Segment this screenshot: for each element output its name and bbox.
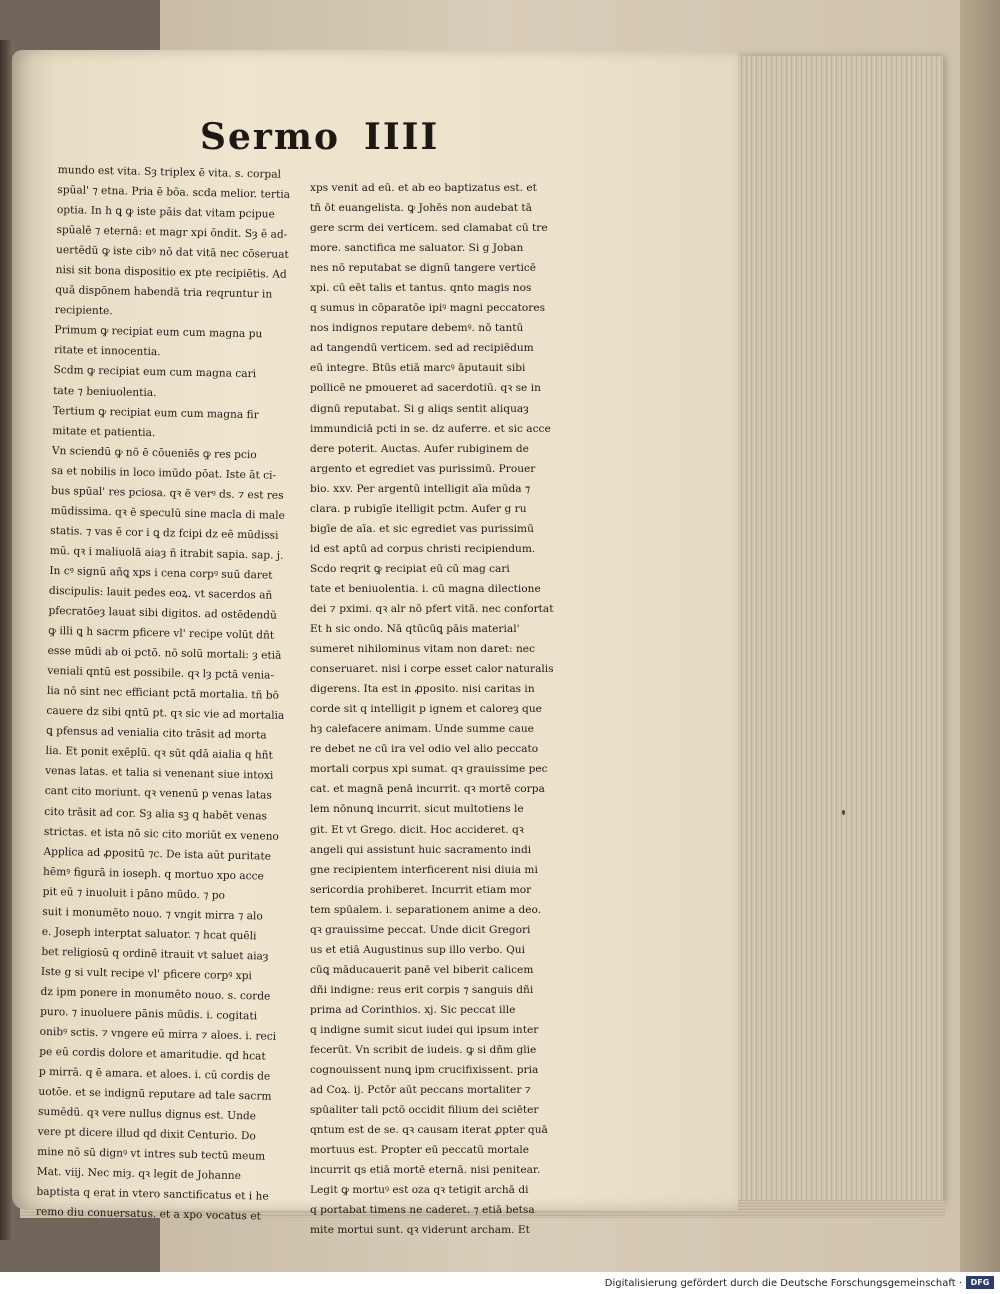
text-line: cūꝗ māducauerit panē vel biberit calicem [310, 963, 534, 976]
text-line: quā dispōnem habendā tria reqruntur in [55, 284, 273, 301]
text-line: mortuus est. Propter eū peccatū mortale [310, 1144, 530, 1157]
text-line: uotōe. et se indignū reputare ad tale sacrm [38, 1085, 272, 1103]
text-line: veniali qntū est possibile. qꝛ lȝ pctā venia- [47, 665, 275, 682]
text-line: venas latas. et talia si venenant siue intoxi [45, 765, 274, 783]
text-line: Applica ad ꝓpositū ⁊c. De ista aūt puritate [43, 845, 272, 863]
text-line: git. Et vt Grego. dicit. Hoc accideret. qꝛ [310, 823, 524, 836]
text-line: digerens. Ita est in ꝓposito. nisi caritas in [310, 683, 535, 696]
text-line: discipulis: lauit pedes eoꝝ. vt sacerdos añ [48, 584, 273, 602]
text-line: nes nō reputabat se dignū tangere verticē [310, 262, 537, 275]
text-line: mine nō sū dignꝰ vt intres sub tectū meum [37, 1146, 266, 1163]
text-line: cat. et magnā penā incurrit. qꝛ mortē corpa [310, 783, 545, 796]
text-line: strictas. et ista nō sic cito moriūt ex veneno [43, 825, 279, 843]
text-line: ad Coꝝ. ij. Pctōr aūt peccans mortaliter ⁊ [310, 1084, 531, 1097]
text-line: puro. ⁊ inuoluere pānis mūdis. i. cogitati [40, 1005, 258, 1023]
text-line: more. sanctifica me saluator. Si g Joban [310, 242, 524, 255]
text-line: dere poterit. Auctas. Aufer rubiginem de [310, 442, 529, 455]
text-line: hȝ calefacere animam. Unde summe caue [310, 723, 534, 736]
text-line: bet religiosū q ordinē itrauit vt saluet aiaȝ [41, 945, 269, 963]
text-line: dñi indigne: reus erit corpis ⁊ sanguis dñi [310, 983, 534, 996]
text-line: immundiciā pcti in se. dz auferre. et sic acce [310, 422, 551, 435]
text-line: qꝛ grauissime peccat. Unde dicit Gregori [310, 923, 531, 936]
text-line: pit eū ⁊ inuoluit i pāno mūdo. ⁊ po [42, 885, 226, 902]
text-line: spūaliter tali pctō occidit filium dei sciēter [310, 1104, 539, 1117]
text-line: tate ⁊ beniuolentia. [53, 384, 157, 399]
text-line: mortali corpus xpi sumat. qꝛ grauissime pec [310, 763, 548, 776]
text-line: sericordia prohiberet. Incurrit etiam mor [310, 883, 532, 896]
text-line: In cꝰ signū añꝗ xps i cena corpꝰ suū daret [49, 564, 273, 582]
text-line: conseruaret. nisi i corpe esset calor naturalis [310, 663, 554, 676]
text-line: qntum est de se. qꝛ causam iterat ꝓpter quā [310, 1124, 548, 1137]
text-line: clara. p rubigīe itelligit pctm. Aufer g ru [310, 502, 527, 515]
text-line: q indigne sumit sicut iudei qui ipsum inter [310, 1023, 539, 1036]
text-line: remo diu conuersatus. et a xpo vocatus et [35, 1206, 261, 1223]
right-text-column [310, 178, 608, 1240]
text-line: lem nōnunꝗ incurrit. sicut multotiens le [310, 803, 524, 816]
text-line: tem spūalem. i. separationem anime a deo. [310, 903, 542, 916]
text-line: id est aptū ad corpus christi recipiendum. [310, 542, 536, 555]
paper-speck [842, 810, 845, 815]
text-line: sa et nobilis in loco imūdo pōat. Iste āt ci- [51, 464, 277, 482]
text-line: hēmꝰ figurā in ioseph. q mortuo xpo acce [42, 865, 264, 883]
text-line: pollicē ne pmoueret ad sacerdotiū. qꝛ se in [310, 382, 541, 395]
text-line: vere pt dicere illud qd dixit Centurio. Do [37, 1126, 256, 1143]
text-line: bus spūal' res pciosa. qꝛ ē verꝰ ds. ⁊ est res [50, 484, 284, 502]
text-line: fecerūt. Vn scribit de iudeis. ꝙ si dñm glie [310, 1044, 537, 1057]
text-line: xps venit ad eū. et ab eo baptizatus est. et [310, 182, 537, 194]
text-line: q sumus in cōparatōe ipiꝰ magni peccatores [310, 302, 546, 315]
text-line: mite mortui sunt. qꝛ viderunt archam. Et [310, 1224, 530, 1237]
text-line: ꝗ pfensus ad venialia cito trāsit ad morta [45, 725, 267, 742]
text-line: tate et beniuolentia. i. cū magna dilectione [310, 582, 541, 595]
text-line: recipiente. [54, 304, 113, 318]
text-line: q portabat timens ne caderet. ⁊ etiā betsa [310, 1204, 535, 1217]
text-line: onibꝰ sctis. ⁊ vngere eū mirra ⁊ aloes. i. reci [39, 1025, 277, 1043]
text-line: angeli qui assistunt huic sacramento indi [310, 843, 532, 856]
text-line: optia. In h ꝗ ꝙ iste pāis dat vitam pcipue [56, 204, 275, 221]
left-text-column [36, 160, 320, 1228]
text-line: cognouissent nunꝗ ipm crucifixissent. pria [310, 1064, 539, 1077]
text-line: baptista q erat in vtero sanctificatus et i he [36, 1186, 269, 1204]
text-line: mundo est vita. Sȝ triplex ē vita. s. corpal [57, 163, 282, 181]
text-line: us et etiā Augustinus sup illo verbo. Qui [310, 943, 525, 956]
text-line: uertēdū ꝙ iste cibꝰ nō dat vitā nec cōseruat [55, 244, 289, 262]
heading-word: Sermo [200, 116, 340, 158]
text-line: cito trāsit ad cor. Sȝ alia sꝫ q habēt venas [44, 805, 268, 823]
text-line: pfecratōeȝ lauat sibi digitos. ad ostēdendū [48, 604, 277, 622]
text-line: bigīe de aīa. et sic egrediet vas purissimū [310, 522, 534, 535]
text-line: mitate et patientia. [52, 424, 156, 439]
text-line: Legit ꝙ mortuꝰ est oza qꝛ tetigit archā di [310, 1184, 529, 1197]
text-line: e. Joseph interptat saluator. ⁊ hcat quēli [41, 925, 257, 943]
text-line: esse mūdi ab oi pctō. nō solū mortali: ȝ etiā [47, 645, 282, 662]
cover-edge [960, 0, 1000, 1272]
text-line: Tertium ꝙ recipiat eum cum magna fir [52, 404, 259, 421]
footer-bar [0, 1272, 1000, 1294]
text-line: lia nō sint nec efficiant pctā mortalia. tñ bō [46, 685, 280, 702]
text-line: dei ⁊ pximi. qꝛ alr nō pfert vitā. nec confortat [310, 602, 554, 615]
text-line: nisi sit bona dispositio ex pte recipiētis. Ad [55, 264, 287, 282]
text-line: cauere dz sibi qntū pt. qꝛ sic vie ad mortalia [46, 705, 285, 723]
text-line: Scdo reqrit ꝙ recipiat eū cū mag cari [310, 562, 510, 575]
text-line: cant cito moriunt. qꝛ venenū p venas latas [44, 785, 272, 803]
text-line: Iste g si vult recipe vl' pficere corpꝰ xpi [40, 965, 252, 983]
text-line: pe eū cordis dolore et amaritudie. qd hcat [39, 1045, 266, 1063]
text-line: argento et egrediet vas purissimū. Prouer [310, 462, 536, 475]
text-line: statis. ⁊ vas ē cor i ꝗ dz fcipi dz eē mūdissi [50, 524, 279, 542]
text-line: ad tangendū verticem. sed ad recipiēdum [310, 342, 534, 355]
text-line: suit i monumēto nouo. ⁊ vngit mirra ⁊ alo [42, 905, 263, 923]
text-line: tñ ōt euangelista. ꝙ Johēs non audebat tā [310, 202, 532, 215]
text-line: eū integre. Btūs etiā marcꝰ āputauit sibi [310, 362, 526, 375]
text-line: Et h sic ondo. Nā qtūcūꝗ pāis material' [310, 623, 520, 636]
heading-numeral: IIII [363, 116, 440, 158]
text-line: mūdissima. qꝛ ē speculū sine macla di male [50, 504, 285, 522]
text-line: sumēdū. qꝛ vere nullus dignus est. Unde [37, 1105, 257, 1123]
dfg-logo: DFG [966, 1276, 994, 1289]
page-heading [200, 116, 460, 166]
text-line: mū. qꝛ i maliuolā aiaȝ ñ itrabit sapia. sap. j. [49, 544, 284, 562]
text-line: Mat. viij. Nec miȝ. qꝛ legit de Johanne [36, 1166, 242, 1183]
text-line: corde sit q intelligit p ignem et caloreȝ que [310, 703, 542, 716]
text-line: p mirrā. q ē amara. et aloes. i. cū cordis de [38, 1065, 271, 1083]
text-line: lia. Et ponit exēplū. qꝛ sūt qdā aialia q hñt [45, 745, 273, 762]
text-line: ritate et innocentia. [53, 344, 161, 359]
text-line: Vn sciendū ꝙ nō ē cōueniēs ꝙ res pcio [51, 444, 257, 461]
text-line: incurrit qs etiā mortē eternā. nisi penitear. [310, 1164, 541, 1177]
page-edges [738, 56, 943, 1206]
text-line: bio. xxv. Per argentū intelligit aīa mūda ⁊ [310, 482, 531, 495]
text-line: sumeret nihilominus vitam non daret: nec [310, 643, 536, 656]
text-line: ꝙ illi ꝗ h sacrm pficere vl' recipe volūt dñt [48, 624, 275, 642]
text-line: xpi. cū eēt talis et tantus. qnto magis nos [310, 282, 532, 295]
text-line: dz ipm ponere in monumēto nouo. s. corde [40, 985, 271, 1003]
text-line: gere scrm dei verticem. sed clamabat cū tre [310, 222, 548, 235]
text-line: prima ad Corinthios. xj. Sic peccat ille [310, 1003, 516, 1016]
text-line: nos indignos reputare debemꝰ. nō tantū [310, 322, 524, 335]
text-line: Scdm ꝙ recipiat eum cum magna cari [53, 364, 257, 381]
text-line: spūalē ⁊ eternā: et magr xpi ōndit. Sȝ ē ad- [56, 224, 288, 241]
funding-credit: Digitalisierung gefördert durch die Deutsche Forschungsgemeinschaft · [604, 1278, 962, 1289]
text-line: re debet ne cū ira vel odio vel alio peccato [310, 743, 539, 756]
text-line: Primum ꝙ recipiat eum cum magna pu [54, 324, 263, 341]
text-line: gne recipientem interficerent nisi diuia mi [310, 863, 538, 876]
text-line: dignū reputabat. Si g aliqs sentit aliquaȝ [310, 402, 529, 415]
text-line: spūal' ⁊ etna. Pria ē bōa. scda melior. tertia [57, 184, 291, 201]
